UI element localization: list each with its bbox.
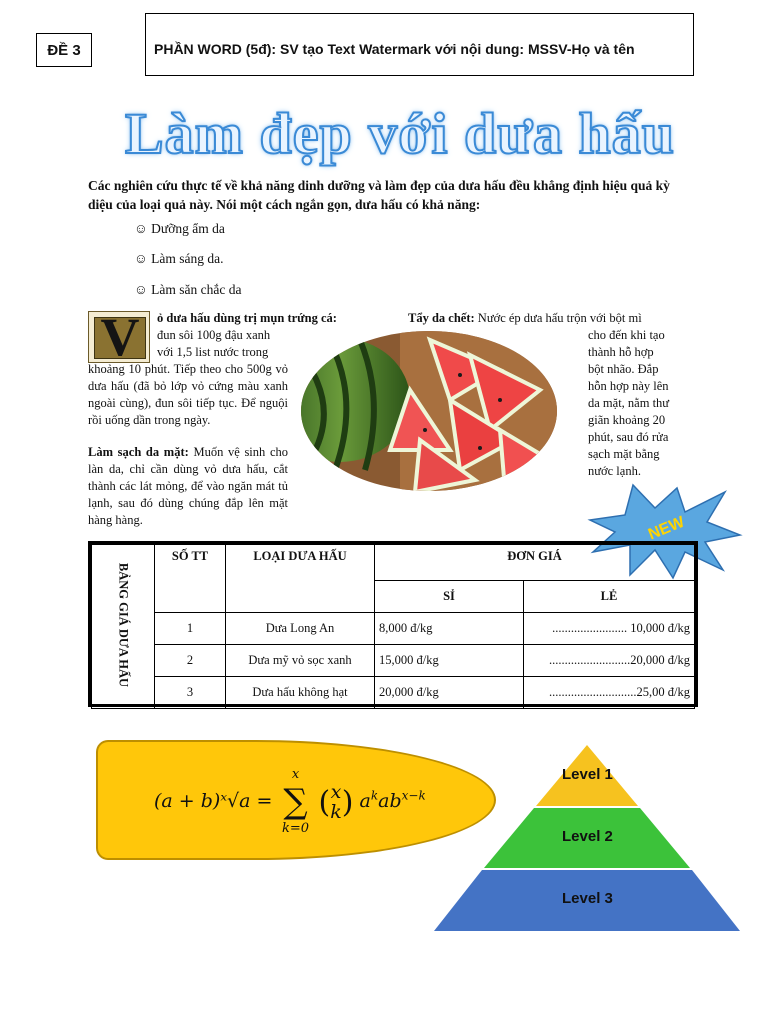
row-wholesale: 8,000 đ/kg [375,613,524,645]
row-wholesale: 20,000 đ/kg [375,677,524,709]
new-badge-label: NEW [645,513,687,544]
exfoliate-lead [408,310,708,327]
paren-open-icon: ( [318,784,331,820]
exfoliate-line: nước lạnh. [588,464,641,478]
row-name: Dưa hấu không hạt [226,677,375,709]
acne-body: khoảng 10 phút. Tiếp theo cho 500g vỏ dưa hấu (đã bỏ lớp vỏ cứng màu xanh ngoài cùng), đun sôi tiếp tục. Để nguội rồi uống dần trong ngày. [88,362,288,427]
acne-heading: ỏ dưa hấu dùng trị mụn trứng cá: [157,311,337,325]
pyramid-level-2-label: Level 2 [562,828,613,845]
intro-paragraph: Các nghiên cứu thực tế về khả năng dinh dưỡng và làm đẹp của dưa hấu đều khẳng định hiệu quả kỳ diệu của loại quả này. Nói một cách ngắn gọn, dưa hấu có khả năng: [88,178,670,212]
row-stt: 3 [155,677,226,709]
formula-ab: ab [378,790,402,812]
clean-heading: Làm sạch da mặt: [88,445,189,459]
acne-line-2: với 1,5 list nước trong [157,345,269,359]
binom-bottom: k [330,801,342,823]
row-retail: ..........................20,000 đ/kg [524,645,695,677]
formula-sum-bottom: k=0 [281,820,310,836]
formula-equation [154,766,426,836]
formula-exp: x−k [401,788,426,803]
price-table [88,541,698,707]
exfoliate-line: giãn khoảng 20 [588,413,666,427]
table-side-title: BẢNG GIÁ DƯA HẤU [116,562,131,688]
dropcap-box [88,307,150,367]
exfoliate-heading: Tẩy da chết: [408,311,475,325]
header-type: LOẠI DƯA HẤU [226,545,375,613]
row-retail: ............................25,00 đ/kg [524,677,695,709]
exfoliate-line: da mặt, nằm thư [588,396,670,410]
table-side-title-cell [92,545,155,709]
formula-lhs: (a + b)ˣ√a = [154,790,279,812]
clean-paragraph [88,444,288,529]
page-title: Làm đẹp với dưa hấu [124,101,676,166]
exfoliate-line: sạch mặt bằng [588,447,660,461]
price-table-grid [91,544,695,709]
bullet-moisturize: ☺ Dưỡng ẩm da [134,221,225,236]
formula-binom [330,782,342,822]
table-row [92,677,695,709]
formula-sum [279,766,313,836]
row-name: Dưa mỹ vỏ sọc xanh [226,645,375,677]
clean-body: Muốn vệ sinh cho làn da, chỉ cần dùng vỏ dưa hấu, cắt thành các lát mỏng, để vào ngăn mát tủ lạnh, sau đó dùng chúng đắp lên mặt hàng hàng. [88,445,288,527]
acne-line-1: đun sôi 100g đậu xanh [157,328,271,342]
exfoliate-line: phút, sau đó rửa [588,430,669,444]
table-row [92,645,695,677]
exfoliate-lead-text: Nước ép dưa hấu trộn với bột mì [474,311,642,325]
row-wholesale: 15,000 đ/kg [375,645,524,677]
exam-label: ĐỀ 3 [36,33,92,67]
exfoliate-line: thành hỗ hợp [588,345,654,359]
header-price: ĐƠN GIÁ [375,545,695,581]
exfoliate-line: bột nhão. Đắp [588,362,659,376]
bullet-brighten: ☺ Làm sáng da. [134,251,224,266]
row-stt: 2 [155,645,226,677]
header-retail: LẺ [524,581,695,613]
exfoliate-body [588,327,680,480]
header-instruction: PHẦN WORD (5đ): SV tạo Text Watermark với nội dung: MSSV-Họ và tên [145,13,694,76]
formula-sum-top: x [291,766,300,782]
row-stt: 1 [155,613,226,645]
pyramid-level-1-label: Level 1 [562,766,613,783]
paren-close-icon: ) [341,784,354,820]
exfoliate-line: cho đến khi tạo [588,328,665,342]
dropcap-letter: V [100,307,140,367]
watermelon-image [300,330,558,492]
header-stt: SỐ TT [155,545,226,613]
exfoliate-line: hỗn hợp này lên [588,379,669,393]
sigma-icon: ∑ [283,781,308,822]
formula-k-exp: k [370,788,379,803]
binom-top: x [330,781,342,803]
bullet-firm: ☺ Làm săn chắc da [134,282,242,297]
pyramid-level-3-label: Level 3 [562,890,613,907]
formula-a: a [359,790,371,812]
table-row [92,613,695,645]
header-wholesale: SỈ [375,581,524,613]
row-retail: ........................ 10,000 đ/kg [524,613,695,645]
row-name: Dưa Long An [226,613,375,645]
